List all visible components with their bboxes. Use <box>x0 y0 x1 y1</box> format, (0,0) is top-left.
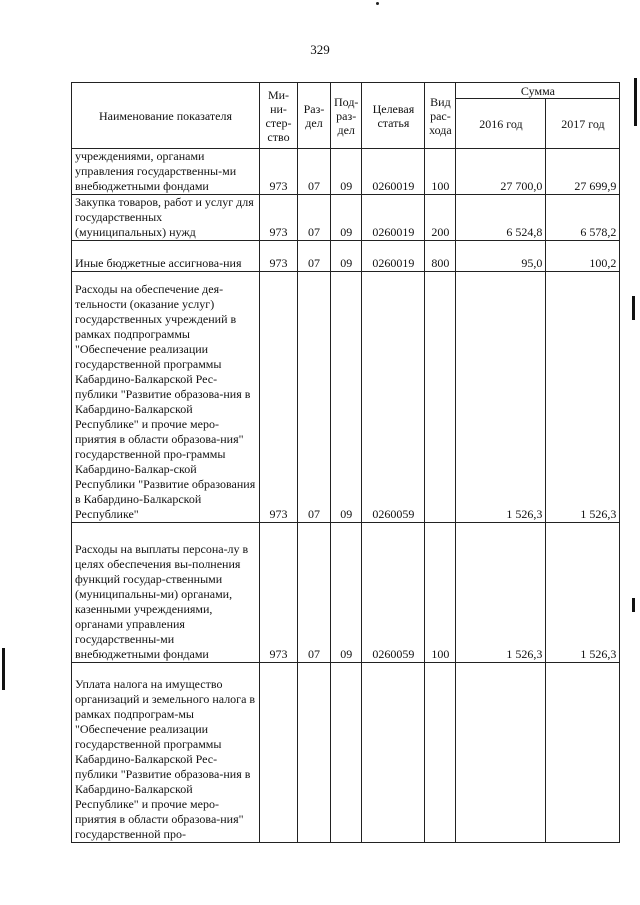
table-row <box>72 663 620 843</box>
row-type: 100 <box>425 523 456 663</box>
header-year-2017: 2017 год <box>546 99 620 149</box>
table-row <box>72 195 620 241</box>
row-name: учреждениями, органами управления государственны-ми внебюджетными фондами <box>72 149 260 195</box>
row-subsection: 09 <box>331 523 362 663</box>
row-type: 100 <box>425 149 456 195</box>
row-sum-2017: 6 578,2 <box>546 195 620 241</box>
row-section <box>298 663 331 843</box>
row-section: 07 <box>298 149 331 195</box>
scan-edge-mark <box>632 598 635 612</box>
row-sum-2016: 6 524,8 <box>456 195 546 241</box>
row-sum-2017 <box>546 663 620 843</box>
row-name: Закупка товаров, работ и услуг для государственных (муниципальных) нужд <box>72 195 260 241</box>
row-section: 07 <box>298 523 331 663</box>
header-section <box>298 83 331 149</box>
row-target: 0260019 <box>362 241 425 272</box>
header-subsection-text: Под- раз- дел <box>334 94 359 137</box>
row-type <box>425 272 456 523</box>
row-sum-2016: 27 700,0 <box>456 149 546 195</box>
row-ministry: 973 <box>260 149 298 195</box>
row-name: Иные бюджетные ассигнова-ния <box>72 241 260 272</box>
row-sum-2017: 1 526,3 <box>546 523 620 663</box>
row-target: 0260019 <box>362 149 425 195</box>
row-sum-2017: 1 526,3 <box>546 272 620 523</box>
budget-table <box>71 82 620 843</box>
row-type: 800 <box>425 241 456 272</box>
row-target <box>362 663 425 843</box>
row-name: Уплата налога на имущество организаций и земельного налога в рамках подпрограм-мы "Обеспечение реализации государственной программы Кабардино-Балкарской Рес-публики "Развитие образова-ния в Кабардино-Балкарской Республике" и прочие меро-приятия в области образова-ния" государственной про- <box>72 663 260 843</box>
row-sum-2016: 1 526,3 <box>456 272 546 523</box>
row-subsection: 09 <box>331 272 362 523</box>
row-subsection: 09 <box>331 195 362 241</box>
header-ministry <box>260 83 298 149</box>
row-subsection: 09 <box>331 149 362 195</box>
row-subsection: 09 <box>331 241 362 272</box>
header-type-text: Вид рас- хода <box>429 94 452 137</box>
scan-edge-mark <box>2 648 5 690</box>
row-target: 0260059 <box>362 272 425 523</box>
header-sum: Сумма <box>456 83 620 99</box>
header-ministry-text: Ми- ни- стер- ство <box>265 87 292 144</box>
header-section-text: Раз- дел <box>303 101 325 130</box>
row-type: 200 <box>425 195 456 241</box>
table-row <box>72 149 620 195</box>
row-sum-2016: 1 526,3 <box>456 523 546 663</box>
row-ministry: 973 <box>260 241 298 272</box>
row-section: 07 <box>298 272 331 523</box>
row-ministry: 973 <box>260 195 298 241</box>
header-type <box>425 83 456 149</box>
table-row <box>72 523 620 663</box>
row-sum-2016 <box>456 663 546 843</box>
header-name: Наименование показателя <box>72 83 260 149</box>
row-name: Расходы на обеспечение дея-тельности (оказание услуг) государственных учреждений в рамках подпрограммы "Обеспечение реализации государственной программы Кабардино-Балкарской Рес-публики "Развитие образова-ния в Кабардино-Балкарской Республике" и прочие меро-приятия в области образова-ния" государственной про-граммы Кабардино-Балкар-ской Республики "Развитие образования в Кабардино-Балкарской Республике" <box>72 272 260 523</box>
row-sum-2017: 27 699,9 <box>546 149 620 195</box>
page-number: 329 <box>310 42 330 57</box>
row-subsection <box>331 663 362 843</box>
row-type <box>425 663 456 843</box>
scan-dot <box>376 2 379 5</box>
row-target: 0260019 <box>362 195 425 241</box>
header-target <box>362 83 425 149</box>
row-section: 07 <box>298 195 331 241</box>
row-ministry: 973 <box>260 523 298 663</box>
header-target-text: Целевая статья <box>372 101 415 130</box>
table-row <box>72 272 620 523</box>
row-target: 0260059 <box>362 523 425 663</box>
row-sum-2017: 100,2 <box>546 241 620 272</box>
table-row <box>72 241 620 272</box>
header-subsection <box>331 83 362 149</box>
row-ministry <box>260 663 298 843</box>
scan-edge-mark <box>632 296 635 320</box>
row-section: 07 <box>298 241 331 272</box>
row-ministry: 973 <box>260 272 298 523</box>
row-sum-2016: 95,0 <box>456 241 546 272</box>
scan-edge-mark <box>634 78 637 126</box>
header-year-2016: 2016 год <box>456 99 546 149</box>
row-name: Расходы на выплаты персона-лу в целях обеспечения вы-полнения функций государ-ственными (муниципальны-ми) органами, казенными учреждениями, органами управления государственны-ми внебюджетными фондами <box>72 523 260 663</box>
